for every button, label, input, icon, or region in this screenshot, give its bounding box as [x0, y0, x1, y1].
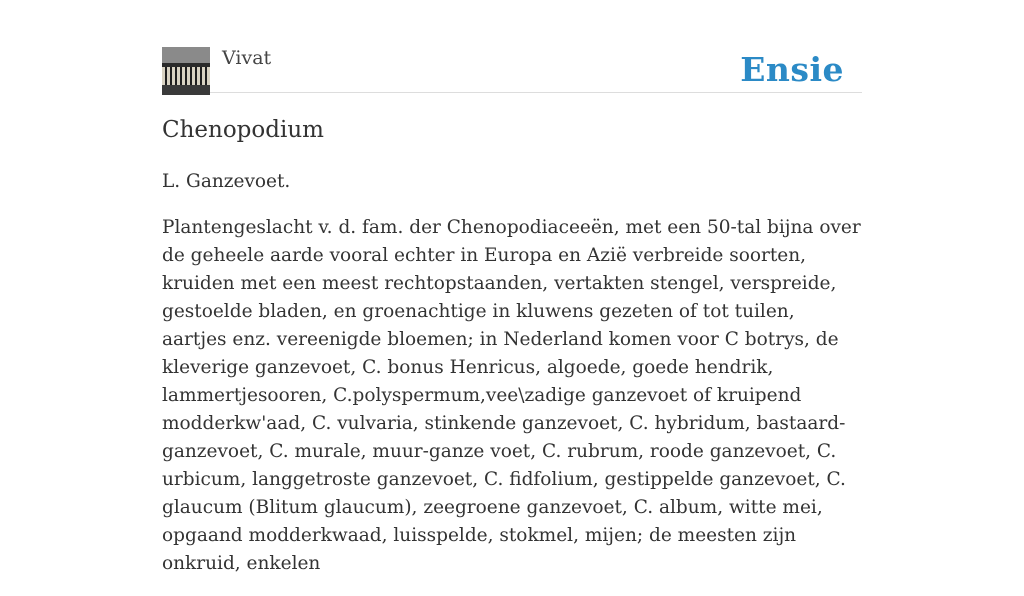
article-paragraph: L. Ganzevoet.	[162, 171, 291, 192]
article-body	[162, 168, 862, 596]
article-paragraph: Plantengeslacht v. d. fam. der Chenopodiaceeën, met een 50-tal bijna over de geheele aarde vooral echter in Europa en Azië verbreide soorten, kruiden met een meest rechtopstaanden, vertakten stengel, verspreide, gestoelde bladen, en groenachtige in kluwens gezeten of tot tuilen, aartjes enz. vereenigde bloemen; in Nederland komen voor C botrys, de kleverige ganzevoet, C. bonus Henricus, algoede, goede hendrik, lammertjesooren, C.polyspermum,vee\zadige ganzevoet of kruipend modderkw'aad, C. vulvaria, stinkende ganzevoet, C. hybridum, bastaard-ganzevoet, C. murale, muur-ganze voet, C. rubrum, roode ganzevoet, C. urbicum, langgetroste ganzevoet, C. fidfolium, gestippelde ganzevoet, C. glaucum (Blitum glaucum), zeegroene ganzevoet, C. album, witte mei, opgaand modderkwaad, luisspelde, stokmel, mijen; de meesten zijn onkruid, enkelen	[162, 217, 861, 574]
page-container	[162, 0, 862, 574]
author-avatar[interactable]	[162, 47, 210, 95]
header	[162, 0, 862, 93]
article-title: Chenopodium	[162, 117, 324, 143]
book-spines-avatar-icon	[162, 47, 210, 95]
brand-logo[interactable]: Ensie	[740, 50, 844, 89]
author-name[interactable]: Vivat	[222, 47, 272, 69]
